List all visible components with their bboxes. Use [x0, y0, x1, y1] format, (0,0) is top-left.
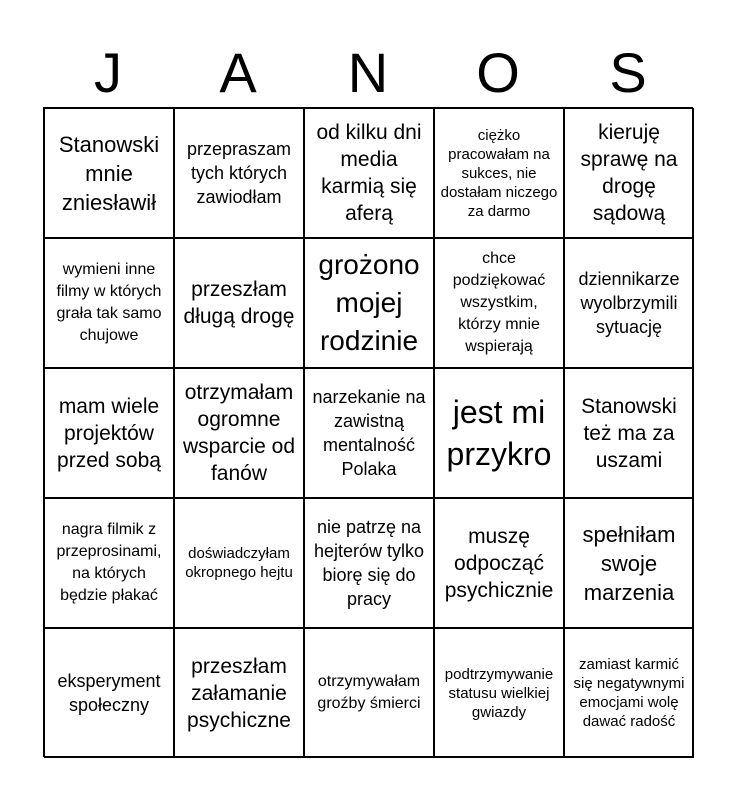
cell-text: mam wiele projektów przed sobą	[57, 394, 161, 472]
bingo-cell[interactable]	[174, 368, 304, 498]
bingo-cell[interactable]	[174, 628, 304, 758]
bingo-cell[interactable]	[304, 238, 434, 368]
cell-text: kieruję sprawę na drogę sądową	[580, 121, 678, 225]
cell-text: otrzymywałam groźby śmierci	[317, 673, 421, 712]
bingo-header	[43, 40, 693, 106]
cell-text: podtrzymywanie statusu wielkiej gwiazdy	[444, 665, 554, 721]
bingo-cell[interactable]	[564, 108, 694, 238]
cell-text: przeszłam długą drogę	[183, 278, 295, 328]
cell-text: Stanowski mnie zniesławił	[58, 131, 160, 215]
cell-text: nie patrzę na hejterów tylko biorę się do pracy	[313, 517, 425, 609]
cell-text: dziennikarze wyolbrzymili sytuację	[578, 269, 680, 337]
bingo-cell[interactable]	[564, 238, 694, 368]
cell-text: otrzymałam ogromne wsparcie od fanów	[182, 381, 296, 485]
cell-text: od kilku dni media karmią się aferą	[316, 121, 422, 225]
bingo-cell[interactable]	[434, 108, 564, 238]
header-letter: O	[476, 41, 520, 104]
cell-text: Stanowski też ma za uszami	[581, 394, 677, 472]
bingo-cell[interactable]	[434, 368, 564, 498]
bingo-cell[interactable]	[304, 368, 434, 498]
cell-text: chce podziękować wszystkim, którzy mnie wspierają	[452, 250, 546, 355]
bingo-cell[interactable]	[44, 368, 174, 498]
bingo-cell[interactable]	[304, 628, 434, 758]
header-letter: A	[219, 41, 257, 104]
cell-text: wymieni inne filmy w których grała tak samo chujowe	[56, 261, 162, 344]
bingo-cell[interactable]	[174, 108, 304, 238]
bingo-cell[interactable]	[564, 498, 694, 628]
bingo-cell[interactable]	[44, 108, 174, 238]
cell-text: grożono mojej rodzinie	[318, 249, 420, 356]
bingo-cell[interactable]	[174, 498, 304, 628]
cell-text: eksperyment społeczny	[57, 671, 161, 715]
cell-text: doświadczyłam okropnego hejtu	[185, 545, 293, 581]
cell-text: spełniłam swoje marzenia	[582, 521, 676, 605]
cell-text: muszę odpocząć psychicznie	[444, 524, 554, 602]
cell-text: jest mi przykro	[446, 394, 552, 472]
cell-text: narzekanie na zawistną mentalność Polaka	[312, 387, 426, 479]
bingo-cell[interactable]	[174, 238, 304, 368]
cell-text: zamiast karmić się negatywnymi emocjami wolę dawać radość	[573, 656, 685, 730]
header-letter: J	[94, 41, 122, 104]
header-letter: N	[347, 41, 389, 104]
cell-text: przepraszam tych których zawiodłam	[186, 139, 292, 207]
cell-text: nagra filmik z przeprosinami, na których będzie płakać	[56, 521, 162, 604]
bingo-cell[interactable]	[304, 498, 434, 628]
bingo-cell[interactable]	[304, 108, 434, 238]
header-letter: S	[609, 41, 647, 104]
bingo-cell[interactable]	[44, 498, 174, 628]
bingo-board	[43, 107, 693, 757]
bingo-cell[interactable]	[434, 498, 564, 628]
bingo-cell[interactable]	[564, 628, 694, 758]
bingo-cell[interactable]	[434, 628, 564, 758]
bingo-cell[interactable]	[564, 368, 694, 498]
bingo-cell[interactable]	[44, 628, 174, 758]
cell-text: ciężko pracowałam na sukces, nie dostałam niczego za darmo	[440, 126, 558, 220]
bingo-cell[interactable]	[44, 238, 174, 368]
cell-text: przeszłam załamanie psychiczne	[187, 654, 291, 732]
bingo-cell[interactable]	[434, 238, 564, 368]
